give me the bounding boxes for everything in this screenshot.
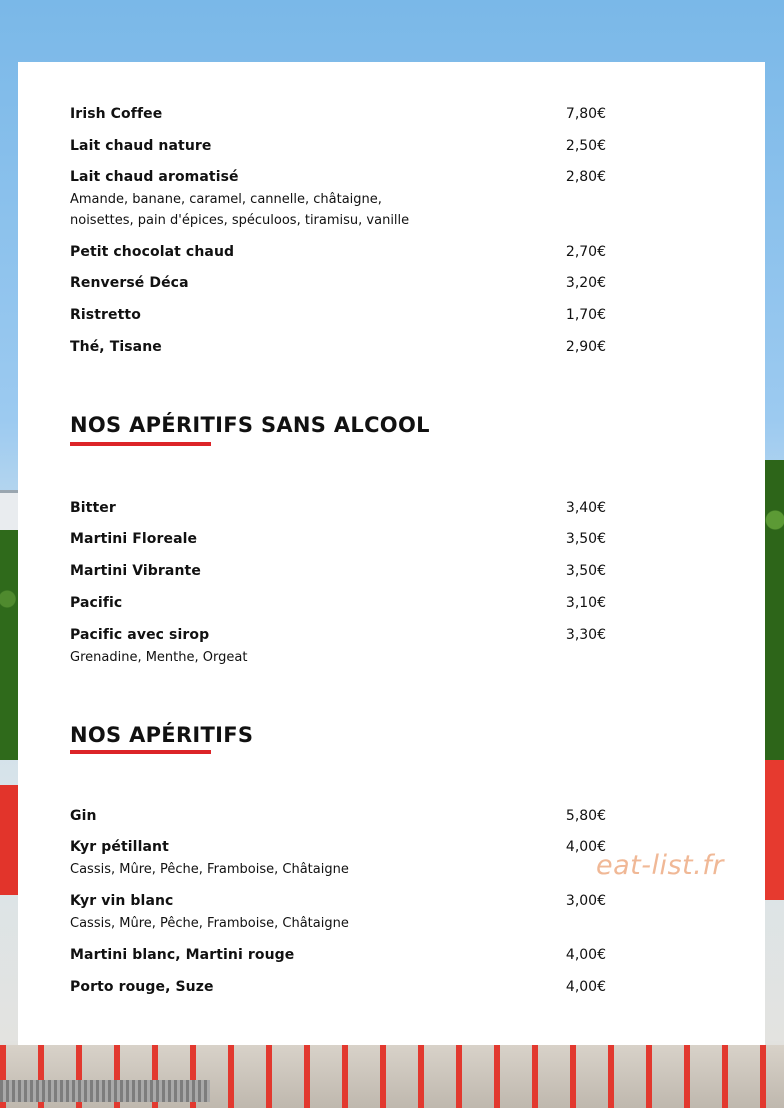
- item-name: Bitter: [70, 500, 116, 516]
- item-price: 4,00€: [565, 839, 606, 855]
- menu-item: [70, 531, 606, 547]
- item-description: Cassis, Mûre, Pêche, Framboise, Châtaigne: [70, 916, 349, 931]
- item-price: 3,20€: [565, 275, 606, 291]
- item-name: Martini blanc, Martini rouge: [70, 947, 295, 963]
- background-umbrella-left: [0, 785, 18, 895]
- menu-item: [70, 893, 606, 934]
- menu-item: [70, 500, 606, 516]
- item-name: Renversé Déca: [70, 275, 189, 291]
- item-name: Gin: [70, 808, 97, 824]
- menu-item: [70, 595, 606, 611]
- item-description: Amande, banane, caramel, cannelle, châtaigne, noisettes, pain d'épices, spéculoos, tiramisu, vanille: [70, 192, 410, 228]
- section-underline: [70, 750, 211, 754]
- menu-item: [70, 307, 606, 323]
- item-price: 1,70€: [565, 307, 606, 323]
- item-price: 5,80€: [565, 808, 606, 824]
- item-name: Porto rouge, Suze: [70, 979, 214, 995]
- item-name: Petit chocolat chaud: [70, 244, 235, 260]
- item-price: 2,90€: [565, 339, 606, 355]
- background-street: [0, 1045, 784, 1108]
- menu-item: [70, 947, 606, 963]
- item-name: Lait chaud nature: [70, 138, 212, 154]
- item-description: Cassis, Mûre, Pêche, Framboise, Châtaigne: [70, 862, 349, 877]
- item-price: 3,50€: [565, 563, 606, 579]
- menu-item: [70, 839, 606, 880]
- item-name: Pacific avec sirop: [70, 627, 210, 643]
- item-name: Ristretto: [70, 307, 141, 323]
- background-trees-right: [762, 460, 784, 760]
- item-name: Irish Coffee: [70, 106, 163, 122]
- item-price: 3,30€: [565, 627, 606, 643]
- item-price: 2,50€: [565, 138, 606, 154]
- item-description: Grenadine, Menthe, Orgeat: [70, 650, 248, 665]
- section-underline: [70, 442, 211, 446]
- item-price: 4,00€: [565, 947, 606, 963]
- section-title: NOS APÉRITIFS SANS ALCOOL: [70, 413, 430, 437]
- menu-item: [70, 627, 606, 668]
- background-trees-left: [0, 530, 18, 760]
- menu-item: [70, 563, 606, 579]
- background-umbrella-right: [764, 760, 784, 900]
- item-price: 2,70€: [565, 244, 606, 260]
- item-price: 3,40€: [565, 500, 606, 516]
- menu-item: [70, 138, 606, 154]
- menu-item: [70, 244, 606, 260]
- item-name: Lait chaud aromatisé: [70, 169, 239, 185]
- menu-item: [70, 169, 606, 231]
- item-price: 3,50€: [565, 531, 606, 547]
- section-title: NOS APÉRITIFS: [70, 723, 254, 747]
- watermark-logo: eat-list.fr: [596, 850, 724, 881]
- item-name: Kyr vin blanc: [70, 893, 174, 909]
- item-name: Martini Vibrante: [70, 563, 201, 579]
- item-name: Pacific: [70, 595, 123, 611]
- item-price: 2,80€: [565, 169, 606, 185]
- item-name: Thé, Tisane: [70, 339, 162, 355]
- menu-item: [70, 275, 606, 291]
- menu-item: [70, 106, 606, 122]
- item-price: 3,00€: [565, 893, 606, 909]
- menu-sheet: [18, 62, 765, 1045]
- item-name: Martini Floreale: [70, 531, 198, 547]
- item-name: Kyr pétillant: [70, 839, 169, 855]
- item-price: 4,00€: [565, 979, 606, 995]
- menu-item: [70, 808, 606, 824]
- item-price: 7,80€: [565, 106, 606, 122]
- item-price: 3,10€: [565, 595, 606, 611]
- menu-item: [70, 339, 606, 355]
- menu-item: [70, 979, 606, 995]
